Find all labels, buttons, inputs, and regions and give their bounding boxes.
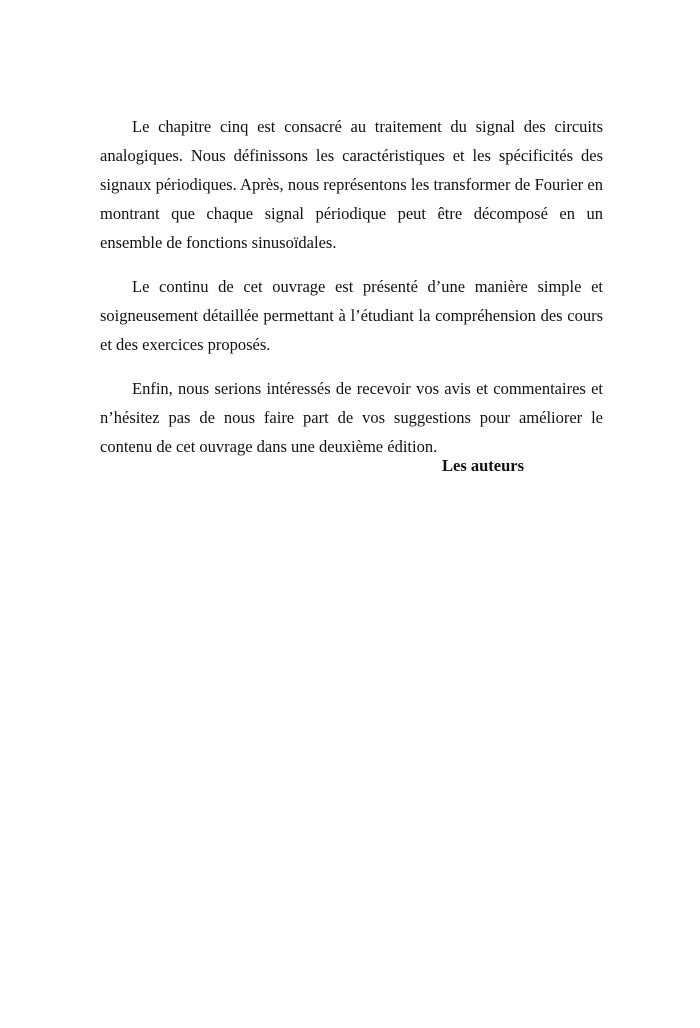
signature: Les auteurs bbox=[442, 456, 525, 475]
body-text bbox=[100, 112, 603, 476]
paragraph-chapter-five: Le chapitre cinq est consacré au traitement du signal des circuits analogiques. Nous définissons les caractéristiques et les spécificités des signaux périodiques. Après, nous représentons les transformer de Fourier en montrant que chaque signal périodique peut être décomposé en un ensemble de fonctions sinusoïdales. bbox=[100, 117, 603, 252]
paragraph-content-presentation: Le continu de cet ouvrage est présenté d’une manière simple et soigneusement détaillée permettant à l’étudiant la compréhension des cours et des exercices proposés. bbox=[100, 277, 603, 354]
paragraph-feedback-request: Enfin, nous serions intéressés de recevoir vos avis et commentaires et n’hésitez pas de nous faire part de vos suggestions pour améliorer le contenu de cet ouvrage dans une deuxième édition. bbox=[100, 379, 603, 456]
